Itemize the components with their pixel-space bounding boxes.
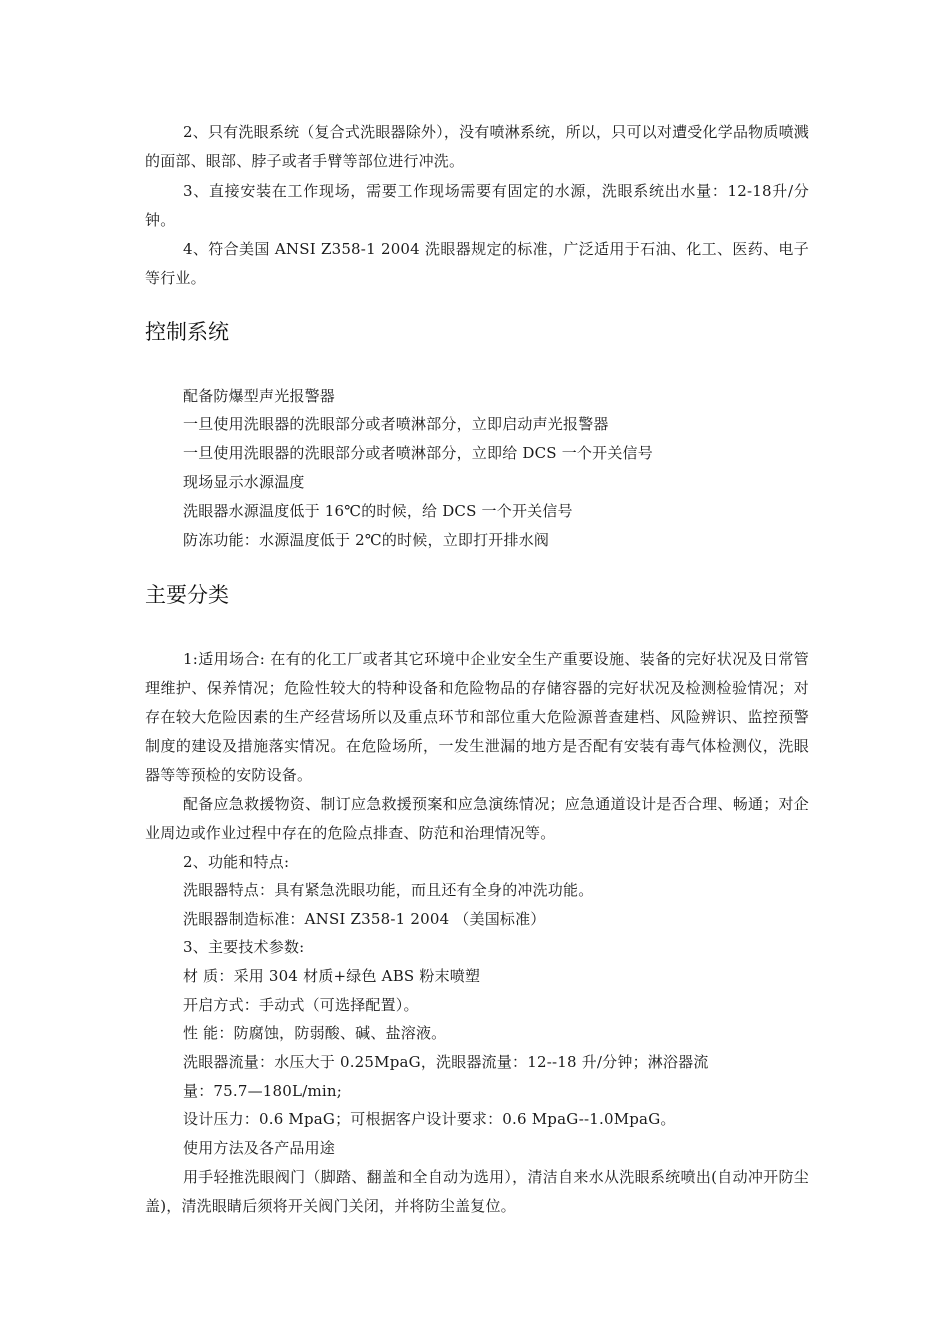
classification-line-8: 洗眼器流量：水压大于 0.25MpaG，洗眼器流量：12--18 升/分钟；淋浴器流 [183,1053,709,1071]
section-heading-classification: 主要分类 [145,583,229,607]
classification-line-5: 材 质：采用 304 材质+绿色 ABS 粉末喷塑 [183,967,481,985]
classification-line-1: 2、功能和特点: [183,853,290,871]
classification-paragraph-1: 1:适用场合: 在有的化工厂或者其它环境中企业安全生产重要设施、装备的完好状况及日常管理维护、保养情况；危险性较大的特种设备和危险物品的存储容器的完好状况及检测检验情况；对存在较大危险因素的生产经营场所以及重点环节和部位重大危险源普查建档、风险辨识、监控预警制度的建设及措施落实情况。在危险场所，一发生泄漏的地方是否配有安装有毒气体检测仪，洗眼器等等预检的安防设备。 [145,650,809,784]
classification-line-11: 使用方法及各产品用途 [183,1139,336,1157]
classification-paragraph-3: 用手轻推洗眼阀门（脚踏、翻盖和全自动为选用），清洁自来水从洗眼系统喷出(自动冲开防尘盖)，清洗眼睛后须将开关阀门关闭，并将防尘盖复位。 [145,1168,809,1215]
classification-line-7: 性 能：防腐蚀，防弱酸、碱、盐溶液。 [183,1024,447,1042]
intro-item-3: 3、直接安装在工作现场，需要工作现场需要有固定的水源，洗眼系统出水量：12-18升/分钟。 [145,182,809,229]
control-line-3: 一旦使用洗眼器的洗眼部分或者喷淋部分，立即给 DCS 一个开关信号 [183,444,653,462]
control-line-6: 防冻功能：水源温度低于 2℃的时候，立即打开排水阀 [183,531,550,549]
intro-item-4: 4、符合美国 ANSI Z358-1 2004 洗眼器规定的标准，广泛适用于石油、化工、医药、电子等行业。 [145,240,809,287]
control-line-2: 一旦使用洗眼器的洗眼部分或者喷淋部分，立即启动声光报警器 [183,415,609,433]
intro-item-2: 2、只有洗眼系统（复合式洗眼器除外），没有喷淋系统，所以，只可以对遭受化学品物质喷溅的面部、眼部、脖子或者手臂等部位进行冲洗。 [145,123,809,170]
classification-line-2: 洗眼器特点：具有紧急洗眼功能，而且还有全身的冲洗功能。 [183,881,594,899]
classification-line-4: 3、主要技术参数: [183,938,305,956]
classification-line-6: 开启方式：手动式（可选择配置）。 [183,996,419,1014]
control-line-4: 现场显示水源温度 [183,473,305,491]
classification-line-3: 洗眼器制造标准：ANSI Z358-1 2004 （美国标准） [183,910,546,928]
section-heading-control: 控制系统 [145,320,229,344]
control-line-5: 洗眼器水源温度低于 16℃的时候，给 DCS 一个开关信号 [183,502,573,520]
classification-line-9: 量：75.7—180L/min; [183,1082,342,1100]
control-line-1: 配备防爆型声光报警器 [183,387,336,405]
classification-line-10: 设计压力：0.6 MpaG；可根据客户设计要求：0.6 MpaG--1.0MpaG。 [183,1110,676,1128]
classification-paragraph-2: 配备应急救援物资、制订应急救援预案和应急演练情况；应急通道设计是否合理、畅通；对企业周边或作业过程中存在的危险点排查、防范和治理情况等。 [145,795,809,842]
